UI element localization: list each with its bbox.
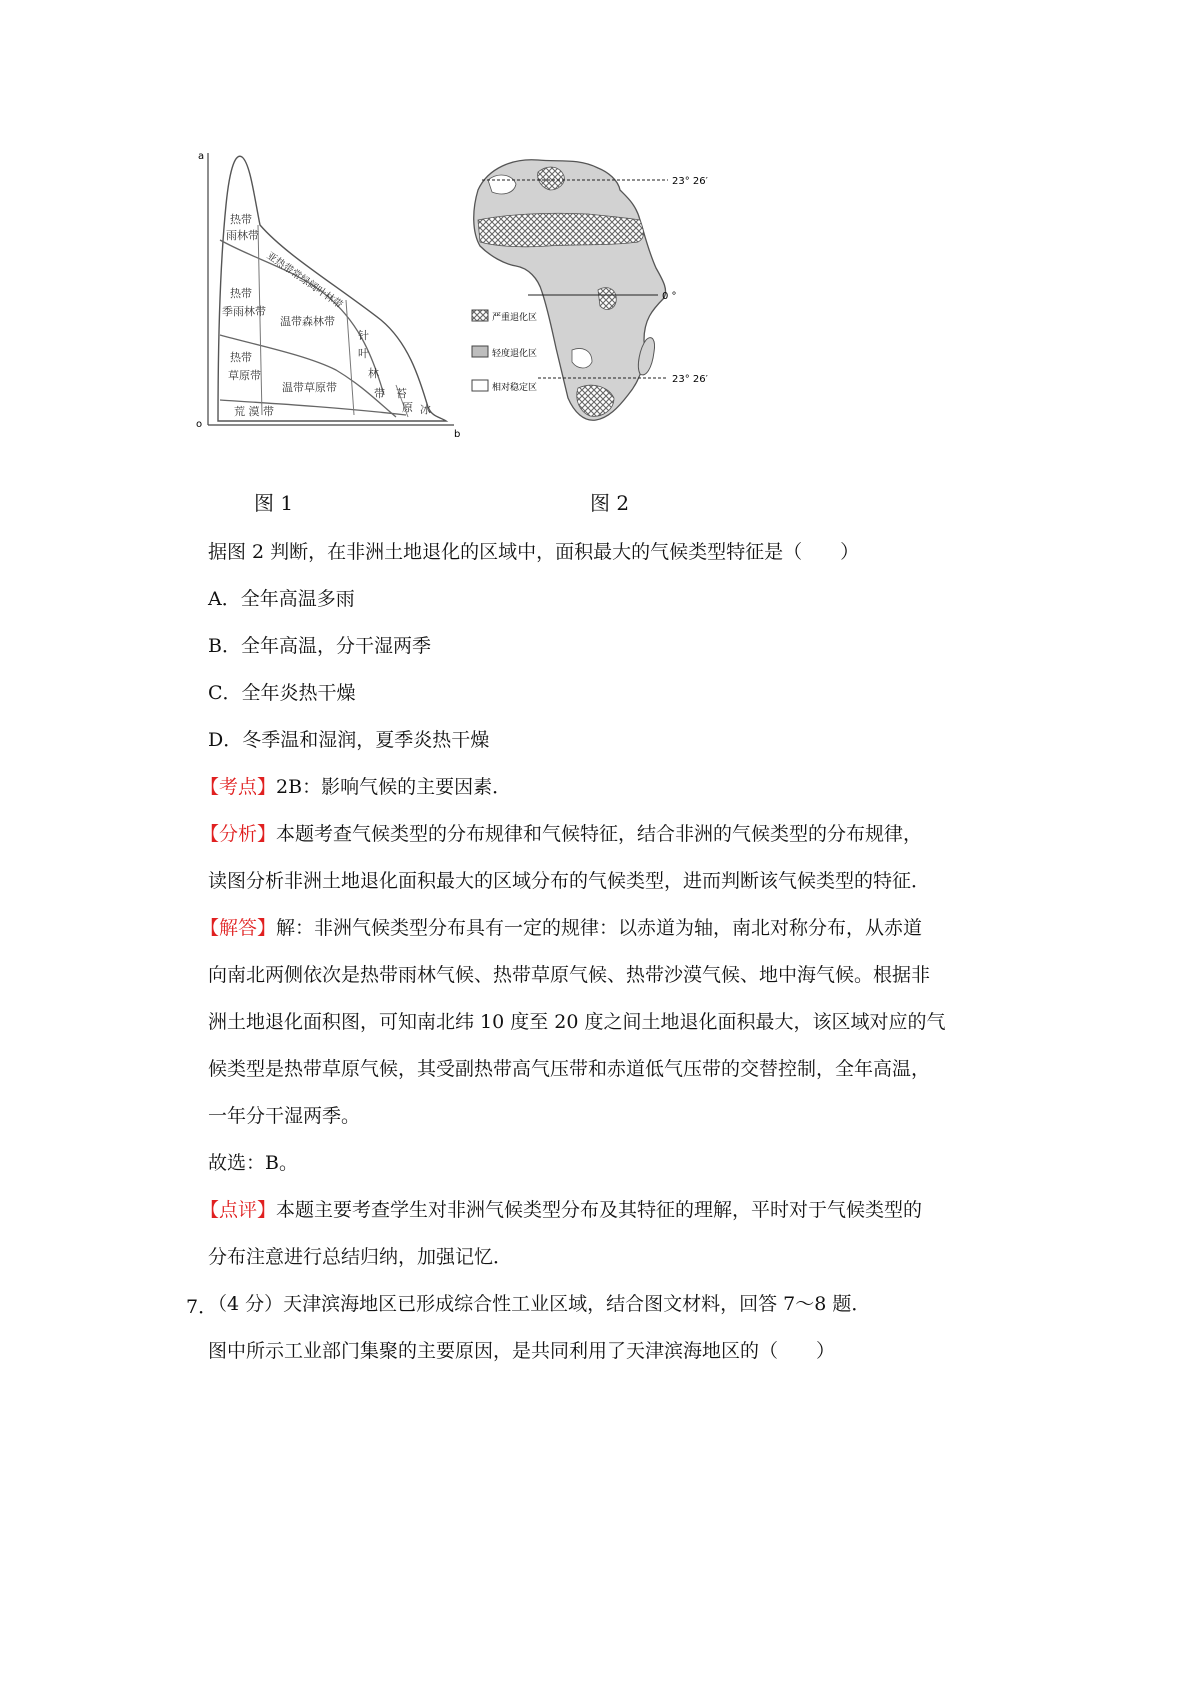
label-temperate-grass: 温带草原带: [282, 381, 337, 394]
question-stem: 据图 2 判断，在非洲土地退化的区域中，面积最大的气候类型特征是（ ）: [208, 541, 860, 563]
lat-north-label: 23° 26′: [672, 176, 708, 187]
africa-degradation-map: [468, 150, 768, 470]
figure-1-caption: 图 1: [254, 491, 294, 515]
jieda-line4: 候类型是热带草原气候，其受副热带高气压带和赤道低气压带的交替控制，全年高温，: [208, 1058, 931, 1080]
label-tropical-monsoon: 季雨林带: [222, 305, 266, 318]
fenxi-section: [200, 822, 922, 846]
axis-a-label: a: [198, 151, 205, 162]
legend-label: 严重退化区: [492, 313, 538, 323]
kaodian-section: [200, 775, 511, 799]
jieda-text: 解：非洲气候类型分布具有一定的规律：以赤道为轴，南北对称分布，从赤道: [276, 917, 923, 939]
label-ice: 冰: [420, 403, 431, 416]
option-b: B．全年高温，分干湿两季: [208, 635, 431, 657]
figure-2-caption: 图 2: [590, 491, 630, 515]
label-tropical-rainforest: 雨林带: [226, 229, 259, 242]
axis-b-label: b: [454, 429, 461, 440]
fenxi-text: 本题考查气候类型的分布规律和气候特征，结合非洲的气候类型的分布规律，: [276, 823, 923, 845]
severe-zone: [478, 213, 644, 247]
lat-south-label: 23° 26′: [672, 374, 708, 385]
legend-label: 相对稳定区: [492, 383, 538, 393]
dianping-tag: 【点评】: [200, 1199, 277, 1221]
label-subtropical: 亚热带常绿阔叶林带: [264, 250, 345, 312]
legend-swatch-stable: [472, 380, 488, 391]
question-7-line2: 图中所示工业部门集聚的主要原因，是共同利用了天津滨海地区的（ ）: [208, 1340, 836, 1362]
legend-label: 轻度退化区: [492, 349, 538, 359]
option-c: C．全年炎热干燥: [208, 682, 356, 704]
dianping-section: [200, 1198, 922, 1222]
dianping-line2: 分布注意进行总结归纳，加强记忆．: [208, 1246, 513, 1268]
vegetation-zone-diagram: [196, 145, 466, 465]
fenxi-tag: 【分析】: [200, 823, 277, 845]
label-tundra: 苔: [396, 387, 407, 400]
answer-line: 故选：B。: [208, 1152, 298, 1174]
stable-zone: [488, 175, 516, 194]
question-7-stem: （4 分）天津滨海地区已形成综合性工业区域，结合图文材料，回答 7～8 题．: [208, 1293, 871, 1315]
label-tropical-grassland: 热带: [230, 351, 252, 364]
label-temperate-forest: 温带森林带: [280, 315, 335, 328]
label-tundra: 原: [402, 401, 413, 414]
jieda-section: [200, 916, 922, 940]
label-tropical-rainforest: 热带: [230, 213, 252, 226]
label-desert: 荒 漠 带: [234, 405, 274, 418]
jieda-tag: 【解答】: [200, 917, 277, 939]
boundary-line: [346, 300, 354, 415]
option-d: D．冬季温和湿润，夏季炎热干燥: [208, 729, 490, 751]
lat-equator-label: 0 °: [662, 291, 677, 302]
jieda-line5: 一年分干湿两季。: [208, 1105, 361, 1127]
label-needle-forest: 针: [358, 329, 369, 342]
axis-o-label: o: [196, 419, 203, 430]
africa-outline: [474, 160, 666, 421]
fenxi-line2: 读图分析非洲土地退化面积最大的区域分布的气候类型，进而判断该气候类型的特征．: [208, 870, 931, 892]
boundary-line: [258, 225, 262, 415]
label-needle-forest: 林: [368, 367, 379, 380]
legend-swatch-severe: [472, 310, 488, 321]
legend-swatch-light: [472, 346, 488, 357]
jieda-line2: 向南北两侧依次是热带雨林气候、热带草原气候、热带沙漠气候、地中海气候。根据非: [208, 964, 931, 986]
severe-zone: [598, 288, 616, 310]
label-tropical-grassland: 草原带: [228, 369, 261, 382]
dianping-text: 本题主要考查学生对非洲气候类型分布及其特征的理解，平时对于气候类型的: [276, 1199, 923, 1221]
kaodian-tag: 【考点】: [200, 776, 277, 798]
label-needle-forest: 叶: [358, 347, 369, 360]
option-a: A．全年高温多雨: [208, 588, 355, 610]
jieda-line3: 洲土地退化面积图，可知南北纬 10 度至 20 度之间土地退化面积最大，该区域对应的气: [208, 1011, 946, 1033]
label-tropical-monsoon: 热带: [230, 287, 252, 300]
question-7-number: 7．: [186, 1296, 218, 1318]
kaodian-text: 2B：影响气候的主要因素．: [276, 776, 512, 798]
map-legend: [472, 310, 537, 393]
label-needle-forest: 带: [374, 387, 385, 400]
